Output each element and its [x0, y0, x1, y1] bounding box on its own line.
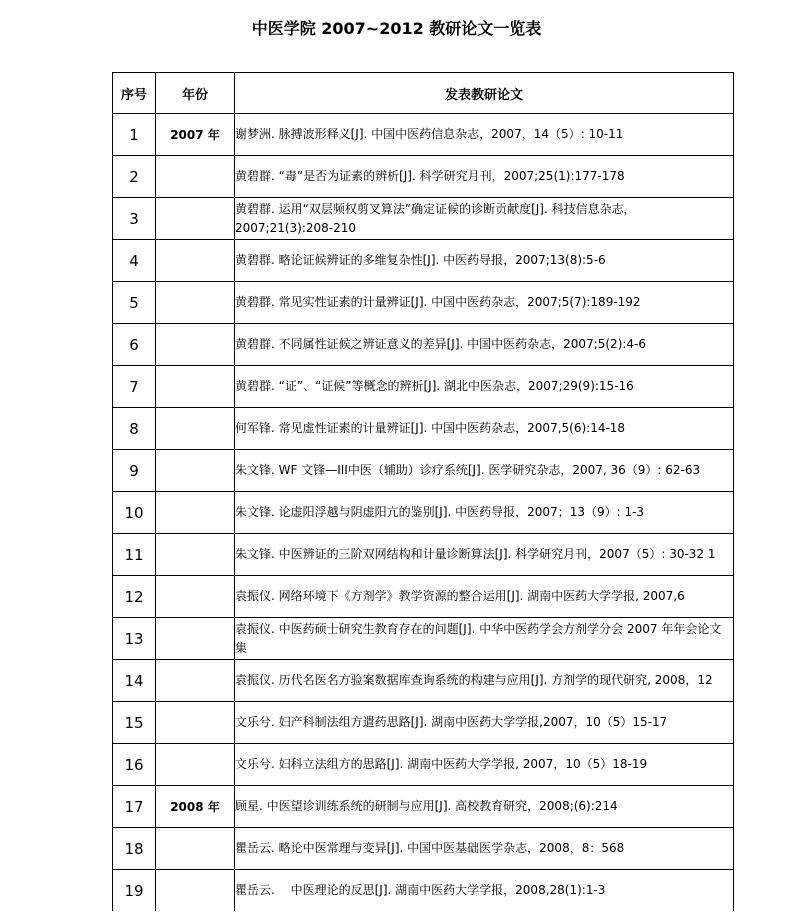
row-year: [156, 744, 235, 786]
row-year: [156, 450, 235, 492]
row-paper: 文乐兮. 妇产科制法组方遣药思路[J]. 湖南中医药大学学报,2007，10（5）15-17: [235, 702, 734, 744]
table-row: [113, 156, 734, 198]
row-paper: 何军锋. 常见虚性证素的计量辨证[J]. 中国中医药杂志，2007,5(6):14-18: [235, 408, 734, 450]
header-paper: 发表教研论文: [235, 73, 734, 114]
row-index: 2: [113, 156, 156, 198]
row-paper: 文乐兮. 妇科立法组方的思路[J]. 湖南中医药大学学报, 2007，10（5）18-19: [235, 744, 734, 786]
row-paper: 袁振仪. 网络环境下《方剂学》教学资源的整合运用[J]. 湖南中医药大学学报, 2007,6: [235, 576, 734, 618]
row-paper: 瞿岳云. 中医理论的反思[J]. 湖南中医药大学学报，2008,28(1):1-3: [235, 870, 734, 912]
row-year: [156, 366, 235, 408]
papers-table: [112, 72, 734, 911]
table-row: [113, 240, 734, 282]
row-index: 6: [113, 324, 156, 366]
row-paper: 朱文锋. 中医辨证的三阶双网结构和计量诊断算法[J]. 科学研究月刊，2007（5）: 30-32 1: [235, 534, 734, 576]
row-index: 5: [113, 282, 156, 324]
row-index: 8: [113, 408, 156, 450]
row-year: [156, 408, 235, 450]
row-paper: 袁振仪. 历代名医名方验案数据库查询系统的构建与应用[J]. 方剂学的现代研究, 2008，12: [235, 660, 734, 702]
table-row: [113, 450, 734, 492]
table-row: [113, 744, 734, 786]
header-index: 序号: [113, 73, 156, 114]
row-year: [156, 240, 235, 282]
row-year: 2008 年: [156, 786, 235, 828]
row-index: 16: [113, 744, 156, 786]
header-year: 年份: [156, 73, 235, 114]
row-paper: 黄碧群. “毒”是否为证素的辨析[J]. 科学研究月刊，2007;25(1):177-178: [235, 156, 734, 198]
row-paper: 黄碧群. 不同属性证候之辨证意义的差异[J]. 中国中医药杂志，2007;5(2):4-6: [235, 324, 734, 366]
page-title: 中医学院 2007~2012 教研论文一览表: [251, 19, 542, 38]
row-index: 17: [113, 786, 156, 828]
row-year: [156, 156, 235, 198]
row-paper: 朱文锋. WF 文锋—III中医（辅助）诊疗系统[J]. 医学研究杂志，2007, 36（9）: 62-63: [235, 450, 734, 492]
row-year: [156, 492, 235, 534]
row-index: 4: [113, 240, 156, 282]
row-paper: 黄碧群. 略论证候辨证的多维复杂性[J]. 中医药导报，2007;13(8):5-6: [235, 240, 734, 282]
table-row: [113, 576, 734, 618]
row-paper: 朱文锋. 论虚阳浮越与阴虚阳亢的鉴别[J]. 中医药导报，2007；13（9）: 1-3: [235, 492, 734, 534]
table-row: [113, 786, 734, 828]
table-header-row: [113, 73, 734, 114]
row-index: 7: [113, 366, 156, 408]
row-year: [156, 198, 235, 240]
row-index: 15: [113, 702, 156, 744]
row-paper: 袁振仪. 中医药硕士研究生教育存在的问题[J]. 中华中医药学会方剂学分会 2007 年年会论文集: [235, 618, 734, 660]
row-index: 19: [113, 870, 156, 912]
row-index: 18: [113, 828, 156, 870]
row-paper: 黄碧群. 常见实性证素的计量辨证[J]. 中国中医药杂志，2007;5(7):189-192: [235, 282, 734, 324]
table-row: [113, 870, 734, 912]
row-paper: 谢梦洲. 脉搏波形释义[J]. 中国中医药信息杂志，2007，14（5）: 10-11: [235, 114, 734, 156]
row-index: 10: [113, 492, 156, 534]
table-row: [113, 408, 734, 450]
row-index: 3: [113, 198, 156, 240]
table-row: [113, 492, 734, 534]
row-year: [156, 870, 235, 912]
row-paper: 黄碧群. 运用“双层频权剪叉算法”确定证候的诊断贡献度[J]. 科技信息杂志，2007;21(3):208-210: [235, 198, 734, 240]
table-row: [113, 366, 734, 408]
row-paper: 瞿岳云. 略论中医常理与变异[J]. 中国中医基础医学杂志，2008，8：568: [235, 828, 734, 870]
table-row: [113, 828, 734, 870]
row-year: [156, 534, 235, 576]
row-index: 12: [113, 576, 156, 618]
table-row: [113, 702, 734, 744]
row-year: [156, 282, 235, 324]
row-year: [156, 576, 235, 618]
row-year: 2007 年: [156, 114, 235, 156]
table-row: [113, 534, 734, 576]
table-body: [113, 114, 734, 912]
row-year: [156, 828, 235, 870]
table-row: [113, 114, 734, 156]
row-index: 9: [113, 450, 156, 492]
row-index: 11: [113, 534, 156, 576]
table-row: [113, 618, 734, 660]
table-row: [113, 198, 734, 240]
table-row: [113, 324, 734, 366]
row-year: [156, 618, 235, 660]
row-index: 1: [113, 114, 156, 156]
table-row: [113, 660, 734, 702]
row-paper: 顾星. 中医望诊训练系统的研制与应用[J]. 高校教育研究，2008;(6):214: [235, 786, 734, 828]
row-year: [156, 324, 235, 366]
row-paper: 黄碧群. “证”、“证候”等概念的辨析[J]. 湖北中医杂志，2007;29(9):15-16: [235, 366, 734, 408]
row-index: 14: [113, 660, 156, 702]
table-row: [113, 282, 734, 324]
row-index: 13: [113, 618, 156, 660]
row-year: [156, 660, 235, 702]
row-year: [156, 702, 235, 744]
